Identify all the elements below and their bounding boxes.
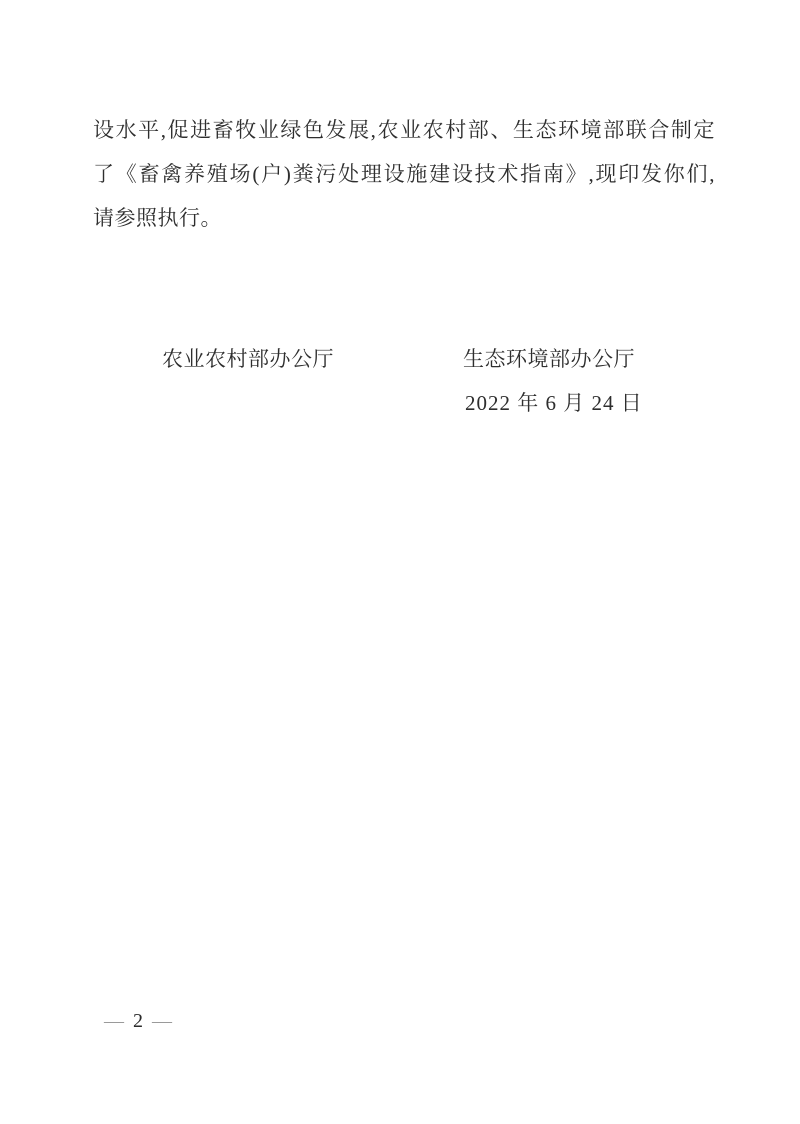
footer-dash-left: — <box>104 1010 124 1032</box>
body-line-1: 设水平,促进畜牧业绿色发展,农业农村部、生态环境部联合制定 <box>93 118 715 142</box>
signature-date: 2022 年 6 月 24 日 <box>465 391 643 415</box>
page-footer <box>104 1010 172 1033</box>
signature-left-agency: 农业农村部办公厅 <box>162 347 334 371</box>
body-line-2: 了《畜禽养殖场(户)粪污处理设施建设技术指南》,现印发你们, <box>93 162 715 186</box>
body-paragraph <box>93 108 715 240</box>
footer-dash-right: — <box>152 1010 172 1032</box>
body-line-3: 请参照执行。 <box>93 206 222 230</box>
signature-right-agency: 生态环境部办公厅 <box>463 347 635 371</box>
page-number: 2 <box>133 1010 143 1032</box>
